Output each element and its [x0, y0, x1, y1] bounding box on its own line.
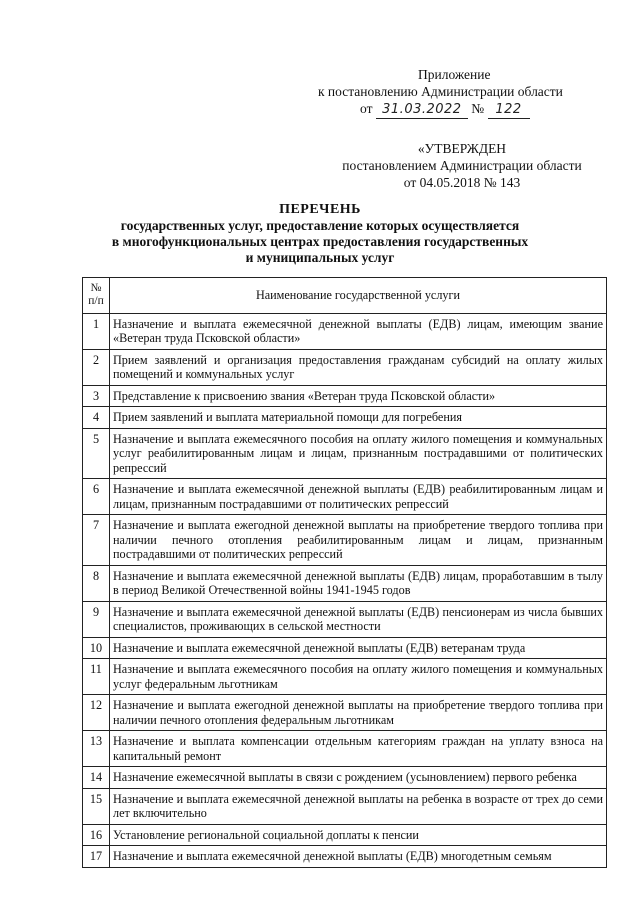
appendix-block: [318, 66, 608, 119]
row-number: 9: [83, 601, 110, 637]
row-service-name: Представление к присвоению звания «Ветеран труда Псковской области»: [110, 385, 607, 407]
row-service-name: Установление региональной социальной доплаты к пенсии: [110, 824, 607, 846]
approved-block: [322, 140, 602, 191]
row-service-name: Прием заявлений и организация предоставления гражданам субсидий на оплату жилых помещений и коммунальных услуг: [110, 349, 607, 385]
from-label: от: [360, 101, 373, 116]
handwritten-date: 31.03.2022: [376, 101, 468, 119]
table-row: [83, 731, 607, 767]
table-row: [83, 385, 607, 407]
approved-resolution: постановлением Администрации области: [342, 158, 582, 173]
table-row: [83, 637, 607, 659]
appendix-date-line: [318, 100, 608, 119]
row-number: 4: [83, 407, 110, 429]
row-service-name: Прием заявлений и выплата материальной помощи для погребения: [110, 407, 607, 429]
table-row: [83, 515, 607, 566]
appendix-resolution-line: к постановлению Администрации области: [318, 84, 563, 99]
row-service-name: Назначение и выплата ежемесячной денежной выплаты (ЕДВ) многодетным семьям: [110, 846, 607, 868]
table-row: [83, 565, 607, 601]
heading-line-2: государственных услуг, предоставление которых осуществляется: [120, 218, 520, 233]
approved-date: от 04.05.2018 № 143: [403, 175, 521, 190]
row-number: 5: [83, 428, 110, 479]
table-row: [83, 428, 607, 479]
row-number: 12: [83, 695, 110, 731]
table-body: [83, 313, 607, 867]
row-service-name: Назначение и выплата ежемесячной денежной выплаты (ЕДВ) лицам, проработавшим в тылу в период Великой Отечественной войны 1941-1945 годов: [110, 565, 607, 601]
row-number: 15: [83, 788, 110, 824]
row-service-name: Назначение и выплата ежемесячной денежной выплаты (ЕДВ) лицам, имеющим звание «Ветеран труда Псковской области»: [110, 313, 607, 349]
table-row: [83, 824, 607, 846]
number-label: №: [471, 101, 485, 116]
table-row: [83, 788, 607, 824]
row-number: 10: [83, 637, 110, 659]
services-table: [82, 277, 607, 868]
table-row: [83, 846, 607, 868]
row-service-name: Назначение и выплата ежемесячной денежной выплаты на ребенка в возрасте от трех до семи лет включительно: [110, 788, 607, 824]
row-service-name: Назначение и выплата ежемесячного пособия на оплату жилого помещения и коммунальных услуг реабилитированным лицам и лицам, признанным пострадавшими от политических репрессий: [110, 428, 607, 479]
table-row: [83, 407, 607, 429]
table-row: [83, 695, 607, 731]
heading-line-4: и муниципальных услуг: [245, 250, 395, 265]
heading-title: ПЕРЕЧЕНЬ: [279, 202, 361, 217]
approved-title: «УТВЕРЖДЕН: [417, 141, 507, 156]
row-number: 14: [83, 767, 110, 789]
table-header-row: [83, 278, 607, 314]
column-header-number-symbol: №: [90, 282, 102, 295]
table-row: [83, 767, 607, 789]
table-row: [83, 601, 607, 637]
appendix-title: Приложение: [418, 67, 491, 82]
row-number: 2: [83, 349, 110, 385]
row-number: 16: [83, 824, 110, 846]
row-number: 1: [83, 313, 110, 349]
row-service-name: Назначение и выплата ежемесячного пособия на оплату жилого помещения и коммунальных услуг федеральным льготникам: [110, 659, 607, 695]
column-header-service-name: Наименование государственной услуги: [110, 278, 607, 314]
row-service-name: Назначение и выплата ежегодной денежной выплаты на приобретение твердого топлива при наличии печного отопления федеральным льготникам: [110, 695, 607, 731]
row-service-name: Назначение ежемесячной выплаты в связи с рождением (усыновлением) первого ребенка: [110, 767, 607, 789]
row-number: 6: [83, 479, 110, 515]
row-number: 17: [83, 846, 110, 868]
row-number: 3: [83, 385, 110, 407]
row-number: 13: [83, 731, 110, 767]
column-header-number: [83, 278, 110, 314]
row-number: 8: [83, 565, 110, 601]
row-service-name: Назначение и выплата ежемесячной денежной выплаты (ЕДВ) пенсионерам из числа бывших специалистов, проживающих в сельской местности: [110, 601, 607, 637]
row-service-name: Назначение и выплата ежемесячной денежной выплаты (ЕДВ) ветеранам труда: [110, 637, 607, 659]
table-row: [83, 479, 607, 515]
row-number: 7: [83, 515, 110, 566]
heading-line-3: в многофункциональных центрах предоставления государственных: [111, 234, 529, 249]
handwritten-number: 122: [488, 101, 530, 119]
row-number: 11: [83, 659, 110, 695]
column-header-number-abbr: п/п: [88, 295, 104, 308]
row-service-name: Назначение и выплата компенсации отдельным категориям граждан на уплату взноса на капитальный ремонт: [110, 731, 607, 767]
table-row: [83, 349, 607, 385]
table-row: [83, 313, 607, 349]
row-service-name: Назначение и выплата ежемесячной денежной выплаты (ЕДВ) реабилитированным лицам и лицам, признанным пострадавшими от политических репрессий: [110, 479, 607, 515]
row-service-name: Назначение и выплата ежегодной денежной выплаты на приобретение твердого топлива при наличии печного отопления реабилитированным лицам и лицам, признанным пострадавшими от политических репрессий: [110, 515, 607, 566]
table-row: [83, 659, 607, 695]
document-heading: [80, 202, 560, 266]
